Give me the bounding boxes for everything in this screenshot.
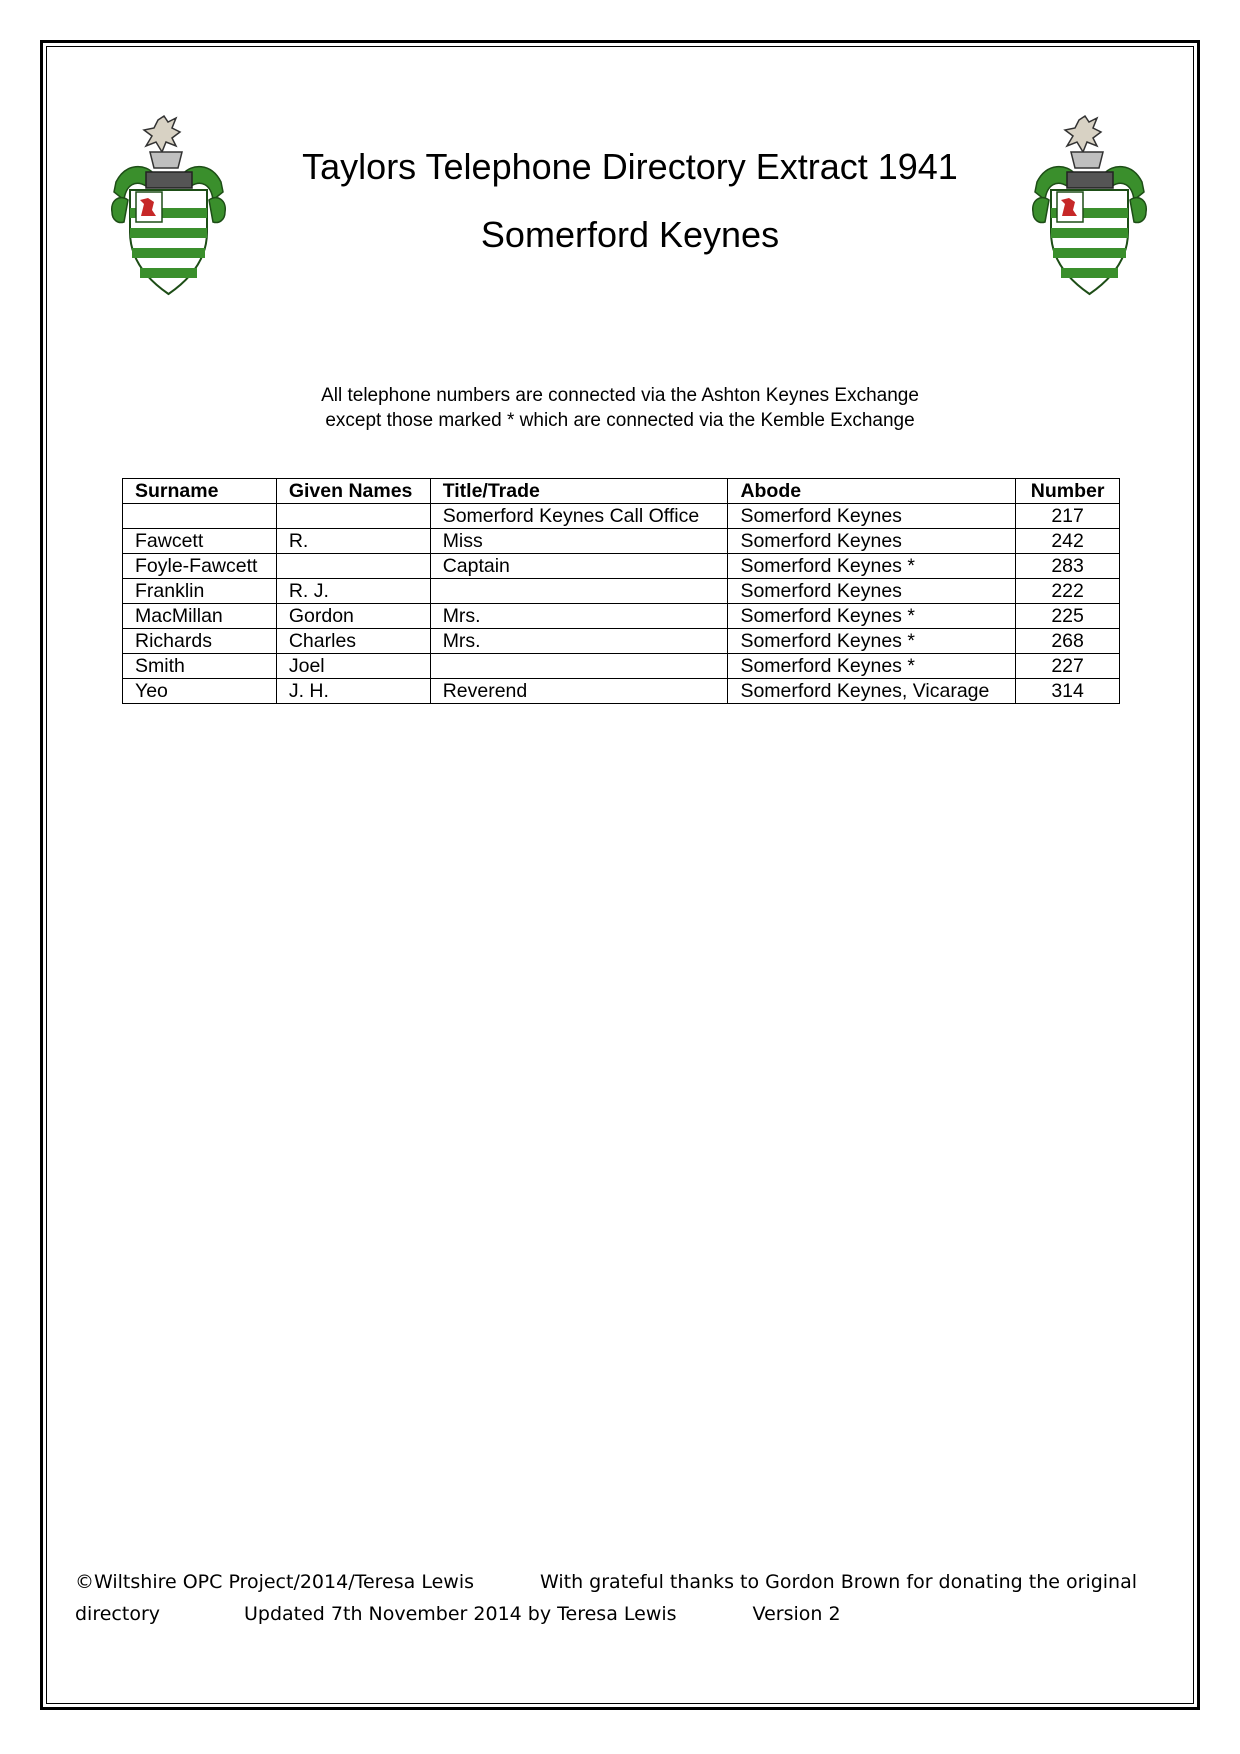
cell-title-trade: Somerford Keynes Call Office [430,504,728,529]
footer-version: Version 2 [752,1603,841,1625]
cell-number: 227 [1016,654,1120,679]
table-row [123,529,1120,554]
column-header-surname: Surname [123,479,277,504]
exchange-note-line: All telephone numbers are connected via the Ashton Keynes Exchange [321,385,919,406]
cell-given-names: Gordon [276,604,430,629]
cell-given-names: Joel [276,654,430,679]
table-row [123,504,1120,529]
cell-surname: Fawcett [123,529,277,554]
cell-surname [123,504,277,529]
cell-surname: Smith [123,654,277,679]
cell-number: 222 [1016,579,1120,604]
cell-given-names: J. H. [276,679,430,704]
cell-abode: Somerford Keynes * [728,629,1016,654]
footer [75,1566,1165,1630]
footer-copyright: ©Wiltshire OPC Project/2014/Teresa Lewis [75,1571,474,1593]
table-row [123,679,1120,704]
footer-directory: directory [75,1603,160,1625]
column-header-title-trade: Title/Trade [430,479,728,504]
table-header-row [123,479,1120,504]
cell-surname: Yeo [123,679,277,704]
cell-given-names [276,554,430,579]
cell-number: 268 [1016,629,1120,654]
coat-of-arms-icon [106,112,231,302]
cell-abode: Somerford Keynes * [728,604,1016,629]
cell-title-trade [430,579,728,604]
coat-of-arms-icon [1027,112,1152,302]
cell-surname: MacMillan [123,604,277,629]
page-subtitle: Somerford Keynes [480,214,780,255]
footer-updated: Updated 7th November 2014 by Teresa Lewis [244,1603,677,1625]
cell-abode: Somerford Keynes [728,529,1016,554]
cell-given-names: R. [276,529,430,554]
footer-thanks: With grateful thanks to Gordon Brown for donating the original [540,1571,1138,1593]
cell-abode: Somerford Keynes * [728,654,1016,679]
table-row [123,554,1120,579]
cell-title-trade: Mrs. [430,629,728,654]
cell-given-names: Charles [276,629,430,654]
cell-surname: Franklin [123,579,277,604]
cell-given-names [276,504,430,529]
cell-abode: Somerford Keynes [728,504,1016,529]
cell-surname: Foyle-Fawcett [123,554,277,579]
exchange-note-line: except those marked * which are connected via the Kemble Exchange [325,410,915,431]
cell-abode: Somerford Keynes [728,579,1016,604]
cell-surname: Richards [123,629,277,654]
cell-title-trade: Captain [430,554,728,579]
column-header-given-names: Given Names [276,479,430,504]
column-header-number: Number [1016,479,1120,504]
cell-title-trade [430,654,728,679]
cell-number: 314 [1016,679,1120,704]
table-row [123,604,1120,629]
page-title: Taylors Telephone Directory Extract 1941 [302,146,958,187]
cell-title-trade: Reverend [430,679,728,704]
column-header-abode: Abode [728,479,1016,504]
exchange-note [200,383,1040,433]
cell-title-trade: Miss [430,529,728,554]
cell-number: 217 [1016,504,1120,529]
cell-abode: Somerford Keynes * [728,554,1016,579]
cell-title-trade: Mrs. [430,604,728,629]
cell-number: 283 [1016,554,1120,579]
footer-line-1 [75,1566,1165,1598]
table-row [123,654,1120,679]
directory-table [122,478,1120,704]
cell-given-names: R. J. [276,579,430,604]
cell-abode: Somerford Keynes, Vicarage [728,679,1016,704]
footer-line-2 [75,1598,1165,1630]
cell-number: 242 [1016,529,1120,554]
table-row [123,629,1120,654]
table-row [123,579,1120,604]
cell-number: 225 [1016,604,1120,629]
